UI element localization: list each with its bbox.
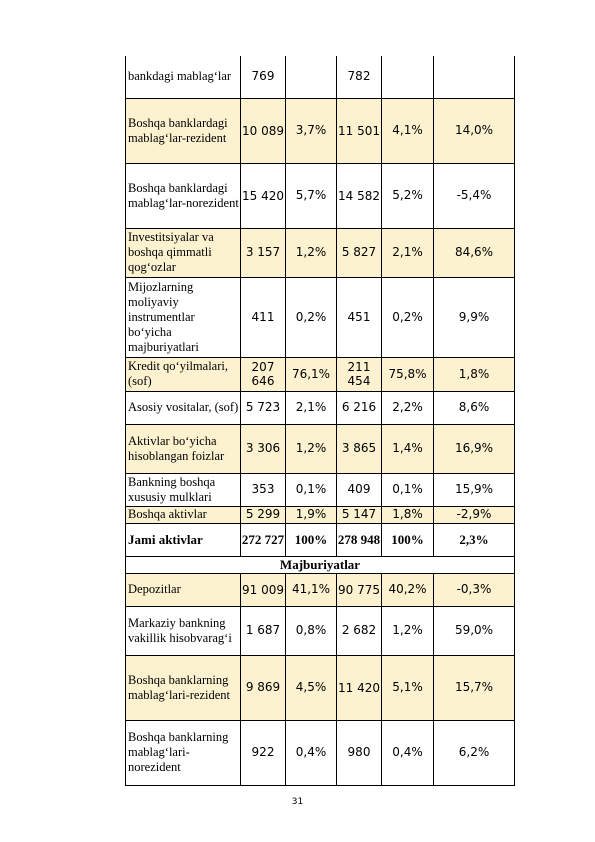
change-pct: 15,7% <box>434 655 515 720</box>
value-prev: 10 089 <box>241 98 286 163</box>
total-share-curr: 100% <box>382 523 434 556</box>
table-row <box>126 506 515 523</box>
share-prev: 0,2% <box>286 277 337 357</box>
value-prev: 9 869 <box>241 655 286 720</box>
value-curr: 6 216 <box>337 391 382 424</box>
change-pct: 59,0% <box>434 606 515 655</box>
value-curr: 980 <box>337 720 382 785</box>
total-label: Jami aktivlar <box>126 523 241 556</box>
table-row <box>126 655 515 720</box>
share-curr <box>382 56 434 98</box>
value-prev: 353 <box>241 473 286 506</box>
change-pct: -2,9% <box>434 506 515 523</box>
value-prev: 3 306 <box>241 424 286 473</box>
row-label: Kredit qo‘yilmalari, (sof) <box>126 357 241 391</box>
share-curr: 4,1% <box>382 98 434 163</box>
table-row <box>126 473 515 506</box>
share-curr: 2,1% <box>382 228 434 277</box>
share-curr: 0,2% <box>382 277 434 357</box>
table-row <box>126 720 515 785</box>
row-label: Aktivlar bo‘yicha hisoblangan foizlar <box>126 424 241 473</box>
share-prev: 1,2% <box>286 228 337 277</box>
value-curr: 409 <box>337 473 382 506</box>
change-pct: 9,9% <box>434 277 515 357</box>
change-pct: 1,8% <box>434 357 515 391</box>
table-row <box>126 277 515 357</box>
table-row <box>126 163 515 228</box>
table-row <box>126 573 515 606</box>
share-prev: 41,1% <box>286 573 337 606</box>
row-label: Investitsiyalar va boshqa qimmatli qog‘ozlar <box>126 228 241 277</box>
share-prev: 5,7% <box>286 163 337 228</box>
table-row <box>126 56 515 98</box>
change-pct: 84,6% <box>434 228 515 277</box>
row-label: Boshqa banklarning mablag‘lari-norezident <box>126 720 241 785</box>
value-curr: 2 682 <box>337 606 382 655</box>
table-row <box>126 424 515 473</box>
total-value-prev: 272 727 <box>241 523 286 556</box>
table-row <box>126 391 515 424</box>
table-row <box>126 606 515 655</box>
total-row <box>126 523 515 556</box>
share-prev: 2,1% <box>286 391 337 424</box>
value-curr: 5 827 <box>337 228 382 277</box>
share-curr: 2,2% <box>382 391 434 424</box>
value-curr: 90 775 <box>337 573 382 606</box>
row-label: Boshqa banklardagi mablag‘lar-norezident <box>126 163 241 228</box>
balance-table <box>125 56 515 786</box>
share-prev: 4,5% <box>286 655 337 720</box>
change-pct: 8,6% <box>434 391 515 424</box>
share-prev: 1,9% <box>286 506 337 523</box>
change-pct: -0,3% <box>434 573 515 606</box>
share-prev: 0,1% <box>286 473 337 506</box>
total-change-pct: 2,3% <box>434 523 515 556</box>
value-prev: 15 420 <box>241 163 286 228</box>
page-number: 31 <box>291 797 304 807</box>
row-label: Boshqa banklarning mablag‘lari-rezident <box>126 655 241 720</box>
value-curr: 3 865 <box>337 424 382 473</box>
value-prev: 5 299 <box>241 506 286 523</box>
share-curr: 0,1% <box>382 473 434 506</box>
row-label: Bankning boshqa xususiy mulklari <box>126 473 241 506</box>
value-prev: 3 157 <box>241 228 286 277</box>
share-curr: 0,4% <box>382 720 434 785</box>
value-prev: 1 687 <box>241 606 286 655</box>
share-curr: 75,8% <box>382 357 434 391</box>
change-pct: 6,2% <box>434 720 515 785</box>
share-prev: 3,7% <box>286 98 337 163</box>
value-prev: 207 646 <box>241 357 286 391</box>
value-prev: 922 <box>241 720 286 785</box>
share-curr: 5,1% <box>382 655 434 720</box>
total-share-prev: 100% <box>286 523 337 556</box>
share-prev: 0,4% <box>286 720 337 785</box>
row-label: Boshqa banklardagi mablag‘lar-rezident <box>126 98 241 163</box>
share-prev <box>286 56 337 98</box>
section-row <box>126 556 515 573</box>
table-row <box>126 228 515 277</box>
change-pct: 14,0% <box>434 98 515 163</box>
value-prev: 411 <box>241 277 286 357</box>
table-row <box>126 357 515 391</box>
row-label: Boshqa aktivlar <box>126 506 241 523</box>
share-curr: 5,2% <box>382 163 434 228</box>
value-prev: 769 <box>241 56 286 98</box>
balance-table-container <box>125 56 514 786</box>
value-prev: 91 009 <box>241 573 286 606</box>
value-curr: 211 454 <box>337 357 382 391</box>
row-label: Mijozlarning moliyaviy instrumentlar bo‘yicha majburiyatlari <box>126 277 241 357</box>
share-curr: 1,2% <box>382 606 434 655</box>
total-value-curr: 278 948 <box>337 523 382 556</box>
value-curr: 11 501 <box>337 98 382 163</box>
row-label: Depozitlar <box>126 573 241 606</box>
share-curr: 1,8% <box>382 506 434 523</box>
share-prev: 76,1% <box>286 357 337 391</box>
value-curr: 5 147 <box>337 506 382 523</box>
section-title: Majburiyatlar <box>126 556 515 573</box>
change-pct: 15,9% <box>434 473 515 506</box>
value-curr: 14 582 <box>337 163 382 228</box>
share-curr: 40,2% <box>382 573 434 606</box>
value-curr: 11 420 <box>337 655 382 720</box>
change-pct: 16,9% <box>434 424 515 473</box>
row-label: Markaziy bankning vakillik hisobvarag‘i <box>126 606 241 655</box>
share-curr: 1,4% <box>382 424 434 473</box>
change-pct <box>434 56 515 98</box>
table-row <box>126 98 515 163</box>
value-prev: 5 723 <box>241 391 286 424</box>
change-pct: -5,4% <box>434 163 515 228</box>
value-curr: 451 <box>337 277 382 357</box>
share-prev: 0,8% <box>286 606 337 655</box>
row-label: bankdagi mablag‘lar <box>126 56 241 98</box>
value-curr: 782 <box>337 56 382 98</box>
row-label: Asosiy vositalar, (sof) <box>126 391 241 424</box>
share-prev: 1,2% <box>286 424 337 473</box>
